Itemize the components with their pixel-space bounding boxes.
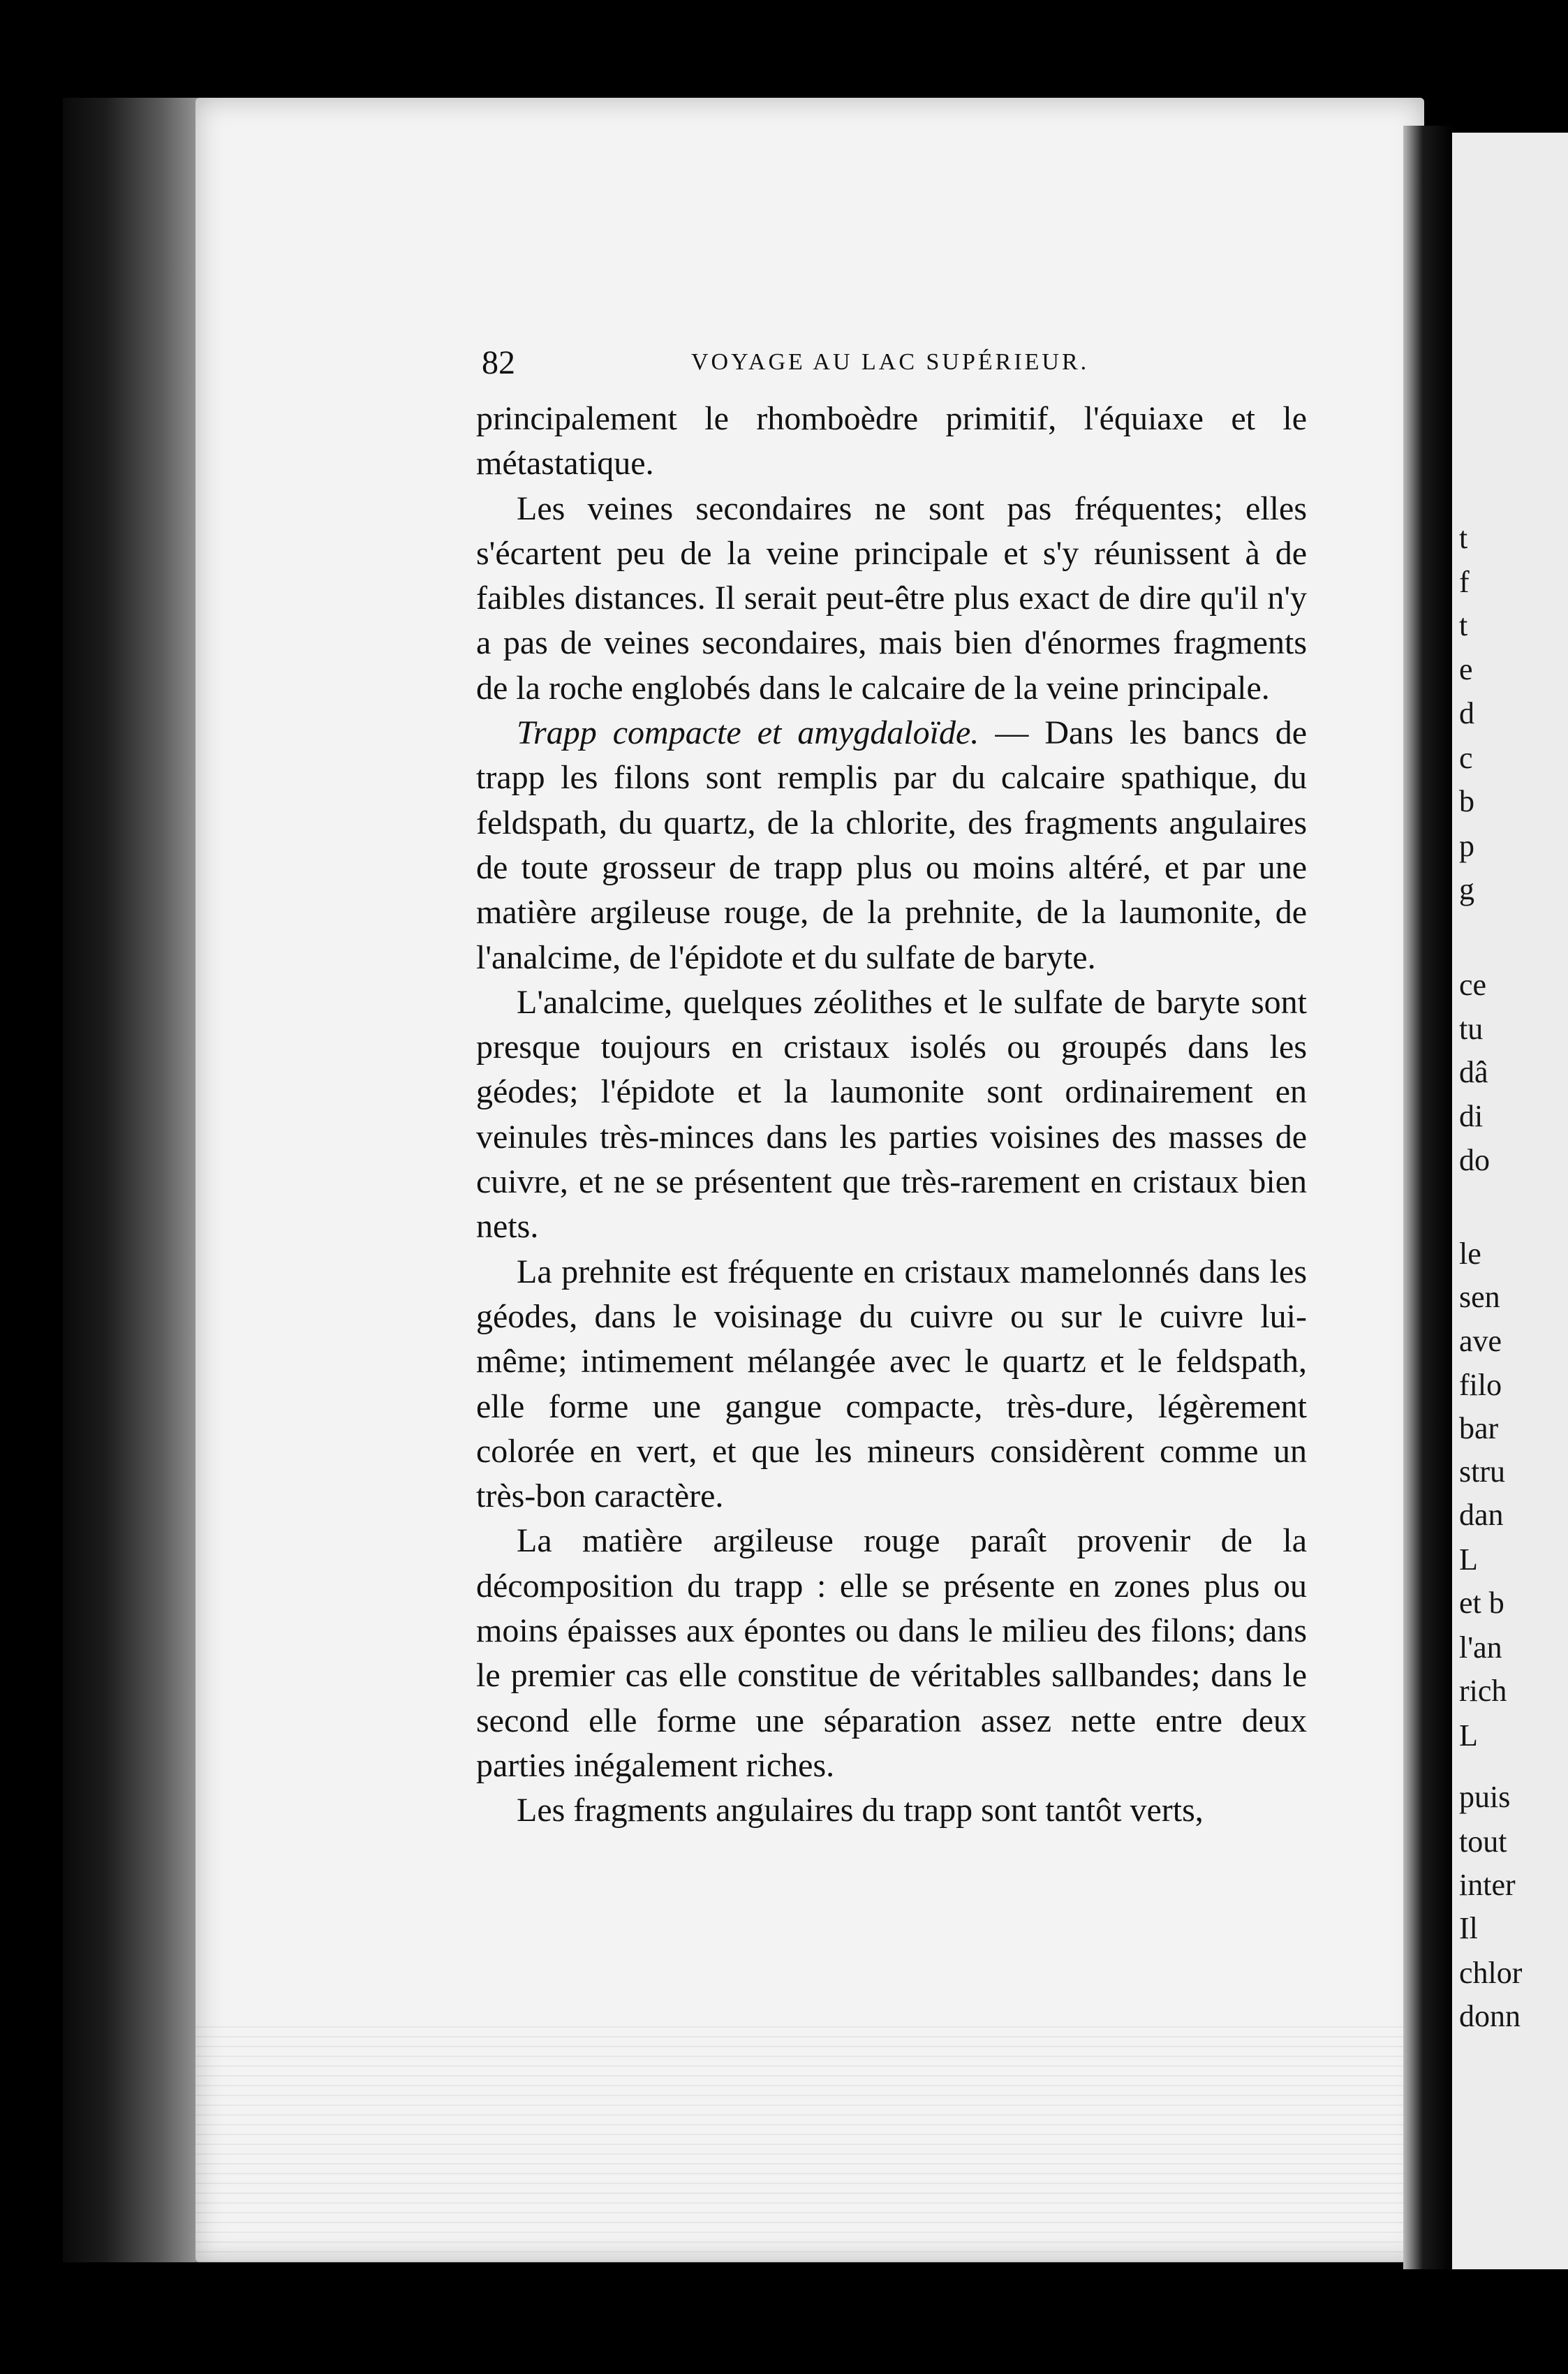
next-page-fragment: t [1459,521,1468,555]
book-binding-edge [63,98,202,2262]
next-page-fragment: tu [1459,1012,1484,1046]
next-page-fragment: bar [1459,1411,1499,1445]
next-page-fragment: Il [1459,1911,1478,1945]
next-page-edge [1452,133,1568,2269]
next-page-fragment: chlor [1459,1956,1523,1990]
next-page-fragment: tout [1459,1824,1507,1859]
next-page-fragment: filo [1459,1368,1502,1402]
paragraph: Trapp compacte et amygdaloïde. — Dans les bancs de trapp les filons sont remplis par du calcaire spathique, du feldspath, du quartz, de la chlorite, des fragments angulaires de toute grosseur de trapp plus ou moins altéré, et par une matière argileuse rouge, de la prehnite, de la laumonite, de l'analcime, de l'épidote et du sulfate de baryte. [476,714,1308,976]
next-page-fragment: le [1459,1237,1481,1271]
next-page-fragment: d [1459,696,1474,730]
paragraph: principalement le rhomboèdre primitif, l'équiaxe et le métastatique. [476,400,1307,482]
next-page-fragment: l'an [1459,1630,1502,1665]
next-page-fragment: dan [1459,1498,1504,1532]
next-page-fragment: p [1459,829,1474,863]
next-page-fragment: inter [1459,1868,1516,1902]
next-page-fragment: sen [1459,1280,1500,1314]
next-page-fragment: t [1459,608,1468,642]
next-page-fragment: di [1459,1099,1484,1133]
next-page-fragment: donn [1459,1999,1521,2033]
paragraph: Les veines secondaires ne sont pas fréquentes; elles s'écartent peu de la veine principale et s'y réunissent à de faibles distances. Il serait peut-être plus exact de dire qu'il n'y a pas de veines secondaires, mais bien d'énormes fragments de la roche englobés dans le calcaire de la veine principale. [476,489,1307,707]
paragraph: L'analcime, quelques zéolithes et le sulfate de baryte sont presque toujours en cristaux isolés ou groupés dans les géodes; l'épidote et la laumonite sont ordinairement en veinules très-minces dans les parties voisines des masses de cuivre, et ne se présentent que très-rarement en cristaux bien nets. [476,983,1307,1246]
next-page-fragment: e [1459,652,1473,686]
paragraph: La prehnite est fréquente en cristaux mamelonnés dans les géodes, dans le voisinage du cuivre ou sur le cuivre lui-même; intimement mélangée avec le quartz et le feldspath, elle forme une gangue compacte, très-dure, légèrement colorée en vert, et que les mineurs considèrent comme un très-bon caractère. [476,1253,1307,1515]
next-page-fragment: L [1459,1718,1478,1753]
body-text [476,397,1307,1834]
page-number: 82 [482,344,515,381]
running-title: VOYAGE AU LAC SUPÉRIEUR. [691,349,1090,375]
paragraph: La matière argileuse rouge paraît provenir de la décomposition du trapp : elle se présente en zones plus ou moins épaisses aux épontes ou dans le milieu des filons; dans le premier cas elle constitue de véritables sallbandes; dans le second elle forme une séparation assez nette entre deux parties inégalement riches. [476,1522,1307,1784]
next-page-fragment: c [1459,741,1473,775]
next-page-fragment: puis [1459,1780,1511,1814]
next-page-fragment: ave [1459,1324,1502,1358]
next-page-fragment: rich [1459,1674,1507,1708]
next-page-fragment: ce [1459,968,1487,1002]
next-page-fragment: f [1459,565,1470,599]
next-page-fragment: et b [1459,1586,1504,1620]
next-page-fragment: stru [1459,1454,1505,1489]
next-page-fragment: g [1459,872,1474,906]
page-header [482,344,1306,385]
page-bottom-scan-noise [195,2025,1424,2262]
next-page-fragment: b [1459,784,1474,818]
next-page-fragment: do [1459,1143,1490,1177]
next-page-fragment: dâ [1459,1055,1488,1089]
book-gutter [1403,126,1452,2269]
paragraph: Les fragments angulaires du trapp sont tantôt verts, [517,1792,1204,1829]
next-page-fragment: L [1459,1542,1478,1577]
section-heading: Trapp compacte et amygdaloïde. [517,714,979,752]
